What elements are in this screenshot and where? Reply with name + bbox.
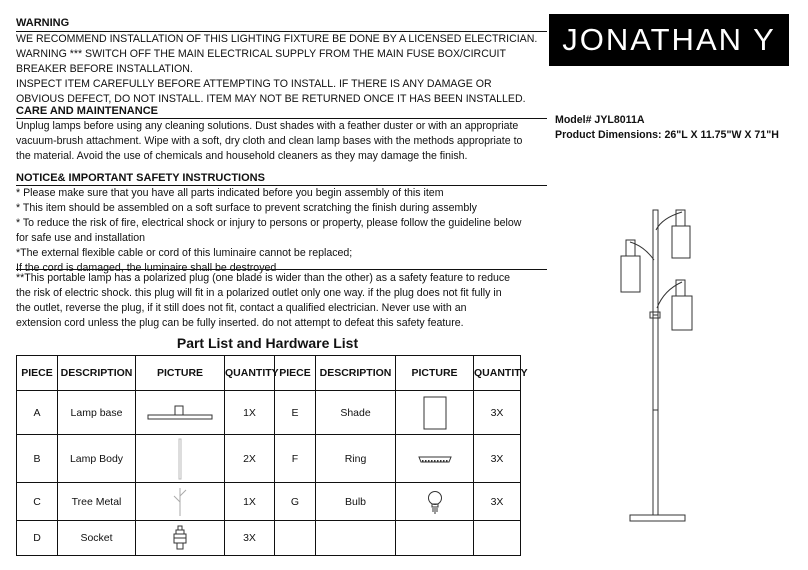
notice-line: * This item should be assembled on a soft surface to prevent scratching the finish during assembly: [16, 202, 477, 214]
lamp-base-shape: [630, 515, 685, 521]
table-row: [17, 435, 521, 483]
socket-icon: [172, 525, 188, 551]
brand-logo: JONATHAN Y: [549, 14, 789, 66]
notice-text: [16, 186, 521, 276]
picture-cell: [136, 435, 225, 483]
table-row: [17, 483, 521, 521]
shade-icon: [423, 396, 447, 430]
piece-cell: [275, 521, 316, 556]
warning-line: INSPECT ITEM CAREFULLY BEFORE ATTEMPTING TO INSTALL. IF THERE IS ANY DAMAGE OR: [16, 78, 492, 90]
notice-line: * Please make sure that you have all parts indicated before you begin assembly of this item: [16, 187, 444, 199]
picture-cell: [136, 391, 225, 435]
picture-cell: [396, 391, 474, 435]
quantity-cell: 3X: [474, 483, 521, 521]
care-line: Unplug lamps before using any cleaning solutions. Dust shades with a feather duster or with an appropriate: [16, 120, 519, 132]
model-number: Model# JYL8011A: [555, 114, 645, 126]
care-line: the material. Avoid the use of chemicals and household cleaners as they may damage the finish.: [16, 150, 468, 162]
quantity-cell: [474, 521, 521, 556]
parts-header-row: [17, 356, 521, 391]
ring-icon: [418, 455, 452, 463]
left-shade-shape: [621, 256, 640, 292]
picture-cell: [396, 521, 474, 556]
top-shade-shape: [672, 226, 690, 258]
description-cell: Bulb: [316, 483, 396, 521]
piece-cell: B: [17, 435, 58, 483]
warning-line: WARNING *** SWITCH OFF THE MAIN ELECTRICAL SUPPLY FROM THE MAIN FUSE BOX/CIRCUIT: [16, 48, 506, 60]
polarized-text: [16, 271, 510, 331]
warning-line: OBVIOUS DEFECT, DO NOT INSTALL. ITEM MAY NOT BE RETURNED ONCE IT HAS BEEN INSTALLED.: [16, 93, 526, 105]
description-cell: Lamp base: [58, 391, 136, 435]
col-description: DESCRIPTION: [316, 356, 396, 391]
notice-heading: NOTICE& IMPORTANT SAFETY INSTRUCTIONS: [16, 172, 265, 184]
warning-text: [16, 32, 537, 107]
polarized-rule: [16, 269, 547, 270]
quantity-cell: 3X: [474, 435, 521, 483]
col-quantity: QUANTITY: [225, 356, 275, 391]
description-cell: Lamp Body: [58, 435, 136, 483]
table-row: [17, 391, 521, 435]
description-cell: Ring: [316, 435, 396, 483]
picture-cell: [396, 435, 474, 483]
description-cell: Shade: [316, 391, 396, 435]
piece-cell: E: [275, 391, 316, 435]
polarized-line: extension cord unless the plug can be fully inserted. do not attempt to defeat this safety feature.: [16, 317, 464, 329]
col-description: DESCRIPTION: [58, 356, 136, 391]
lamp-illustration-icon: [600, 200, 720, 525]
quantity-cell: 3X: [225, 521, 275, 556]
model-info: [555, 113, 779, 143]
picture-cell: [136, 483, 225, 521]
picture-cell: [396, 483, 474, 521]
bulb-icon: [427, 490, 443, 514]
description-cell: [316, 521, 396, 556]
warning-heading: WARNING: [16, 17, 70, 29]
col-picture: PICTURE: [396, 356, 474, 391]
lamp-body-icon: [177, 438, 183, 480]
polarized-line: **This portable lamp has a polarized plug (one blade is wider than the other) as a safety feature to reduce: [16, 272, 511, 284]
table-row: [17, 521, 521, 556]
picture-cell: [136, 521, 225, 556]
notice-line: If the cord is damaged, the luminaire shall be destroyed: [16, 262, 277, 274]
polarized-line: the risk of electric shock. this plug will fit in a polarized outlet only one way. if the plug does not fit fully in: [16, 287, 502, 299]
quantity-cell: 1X: [225, 483, 275, 521]
piece-cell: D: [17, 521, 58, 556]
care-line: vacuum-brush attachment. Wipe with a soft, dry cloth and clean lamp bases with the methods appropriate to: [16, 135, 523, 147]
parts-title: Part List and Hardware List: [176, 335, 359, 351]
description-cell: Tree Metal: [58, 483, 136, 521]
col-piece: PIECE: [275, 356, 316, 391]
lower-shade-shape: [672, 296, 692, 330]
quantity-cell: 3X: [474, 391, 521, 435]
quantity-cell: 2X: [225, 435, 275, 483]
col-picture: PICTURE: [136, 356, 225, 391]
notice-line: *The external flexible cable or cord of this luminaire cannot be replaced;: [16, 247, 353, 259]
polarized-line: the outlet, reverse the plug, if it still does not fit, contact a qualified electrician. Never use with an: [16, 302, 467, 314]
piece-cell: F: [275, 435, 316, 483]
product-dimensions: Product Dimensions: 26"L X 11.75"W X 71"H: [555, 129, 779, 141]
tree-metal-icon: [170, 486, 190, 518]
lamp-pole-shape: [653, 210, 658, 515]
notice-line: for safe use and installation: [16, 232, 145, 244]
col-piece: PIECE: [17, 356, 58, 391]
warning-line: BREAKER BEFORE INSTALLATION.: [16, 63, 193, 75]
piece-cell: A: [17, 391, 58, 435]
care-text: [16, 119, 522, 164]
lamp-base-icon: [147, 405, 213, 421]
notice-line: * To reduce the risk of fire, electrical shock or injury to persons or property, please follow the guideline below: [16, 217, 522, 229]
piece-cell: G: [275, 483, 316, 521]
piece-cell: C: [17, 483, 58, 521]
quantity-cell: 1X: [225, 391, 275, 435]
warning-line: WE RECOMMEND INSTALLATION OF THIS LIGHTING FIXTURE BE DONE BY A LICENSED ELECTRICIAN.: [16, 33, 538, 45]
care-heading: CARE AND MAINTENANCE: [16, 105, 158, 117]
col-quantity: QUANTITY: [474, 356, 521, 391]
description-cell: Socket: [58, 521, 136, 556]
parts-table: [16, 355, 528, 556]
